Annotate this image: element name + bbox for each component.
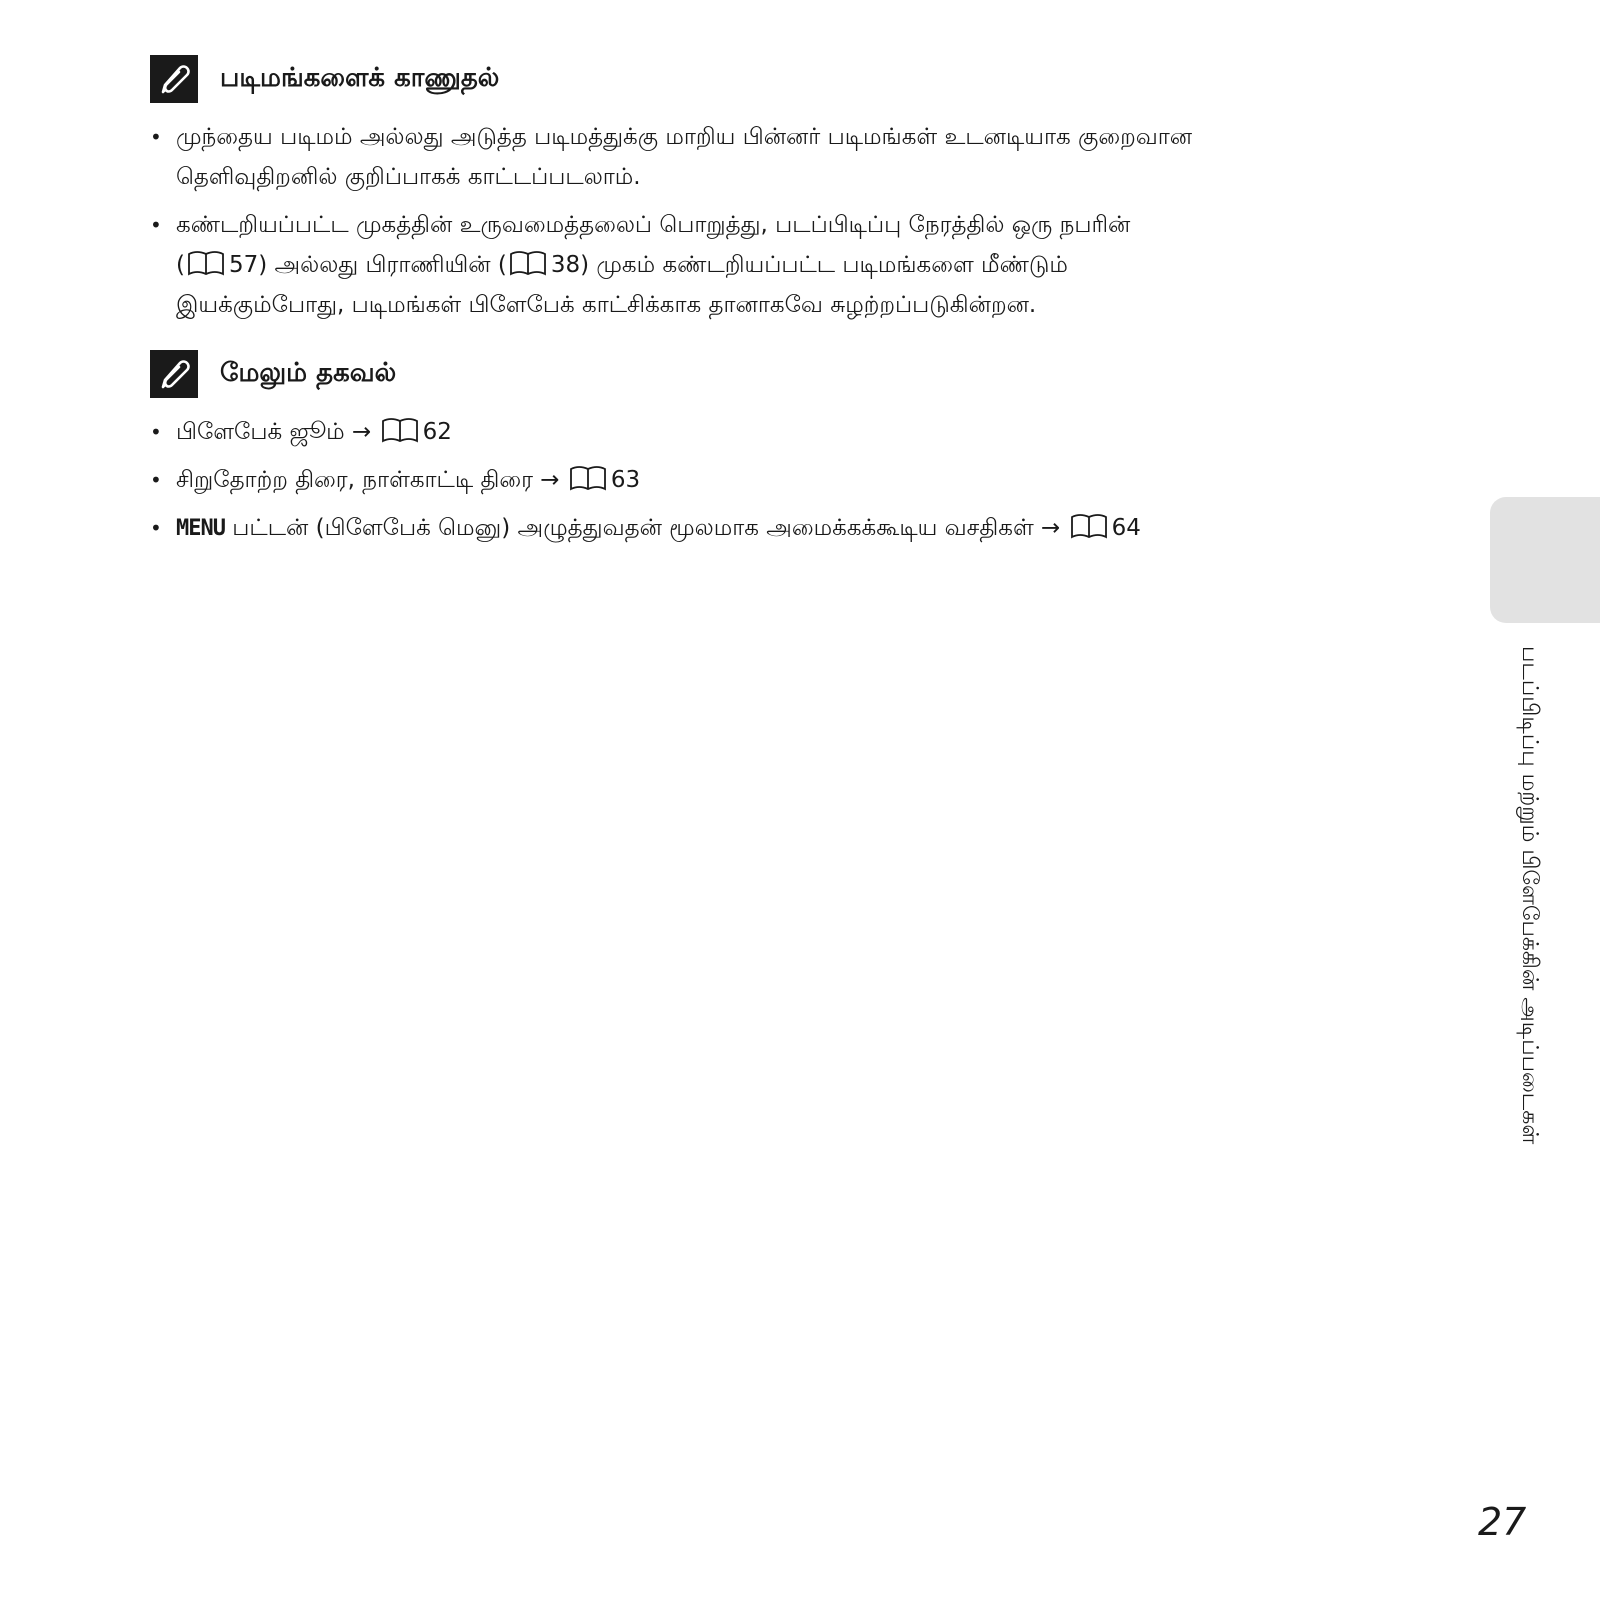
bullet-text: பிளேபேக் ஜூம்	[176, 419, 345, 445]
page-reference: 38)	[550, 252, 590, 278]
book-reference-icon	[509, 250, 547, 276]
chapter-side-label: படப்பிடிப்பு மற்றும் பிளேபேக்கின் அடிப்படைகள்	[1517, 646, 1542, 1145]
page-reference: 64	[1111, 515, 1141, 541]
arrow-icon: →	[1041, 515, 1061, 541]
page-number: 27	[1478, 1500, 1527, 1544]
bullet-marker: •	[150, 468, 162, 492]
book-reference-icon	[1070, 513, 1108, 539]
bullet-text-line: தெளிவுதிறனில் குறிப்பாகக் காட்டப்படலாம்.	[176, 164, 641, 190]
bullet-list	[150, 412, 1450, 549]
section-heading	[150, 55, 1450, 103]
bullet-text: சிறுதோற்ற திரை, நாள்காட்டி திரை	[176, 467, 533, 493]
bullet-text: (	[176, 252, 185, 278]
bullet-text: பட்டன் (பிளேபேக் மெனு) அழுத்துவதன் மூலமாக அமைக்கக்கூடிய வசதிகள்	[232, 515, 1034, 541]
bullet-text-line: கண்டறியப்பட்ட முகத்தின் உருவமைத்தலைப் பொறுத்து, படப்பிடிப்பு நேரத்தில் ஒரு நபரின்	[176, 212, 1131, 238]
bullet-marker: •	[150, 213, 162, 237]
heading-title: மேலும் தகவல்	[220, 357, 397, 388]
chapter-side-tab	[1490, 497, 1600, 623]
list-item	[150, 412, 1450, 452]
bullet-text: முகம் கண்டறியப்பட்ட படிமங்களை மீண்டும்	[596, 252, 1068, 278]
arrow-icon: →	[351, 419, 372, 445]
bullet-marker: •	[150, 125, 162, 149]
bullet-text: அல்லது பிராணியின் (	[274, 252, 507, 278]
section-more-info	[150, 350, 1450, 557]
bullet-text-line: முந்தைய படிமம் அல்லது அடுத்த படிமத்துக்கு மாறிய பின்னர் படிமங்கள் உடனடியாக குறைவான	[176, 124, 1193, 150]
book-reference-icon	[187, 250, 225, 276]
list-item	[150, 508, 1450, 549]
page-reference: 63	[610, 467, 641, 493]
section-heading	[150, 350, 1450, 398]
section-viewing-images	[150, 55, 1450, 333]
bullet-marker: •	[150, 420, 162, 444]
page-reference: 62	[422, 419, 452, 445]
pencil-note-icon	[150, 350, 198, 398]
heading-title: படிமங்களைக் காணுதல்	[220, 62, 500, 93]
bullet-text-line: இயக்கும்போது, படிமங்கள் பிளேபேக் காட்சிக்காக தானாகவே சுழற்றப்படுகின்றன.	[176, 292, 1037, 318]
page-reference: 57)	[228, 252, 268, 278]
list-item	[150, 117, 1450, 197]
pencil-note-icon	[150, 55, 198, 103]
list-item	[150, 460, 1450, 500]
list-item	[150, 205, 1450, 325]
menu-button-label: MENU	[176, 516, 225, 541]
book-reference-icon	[381, 417, 419, 443]
arrow-icon: →	[540, 467, 560, 493]
bullet-list	[150, 117, 1450, 325]
book-reference-icon	[569, 465, 607, 491]
bullet-marker: •	[150, 516, 162, 540]
